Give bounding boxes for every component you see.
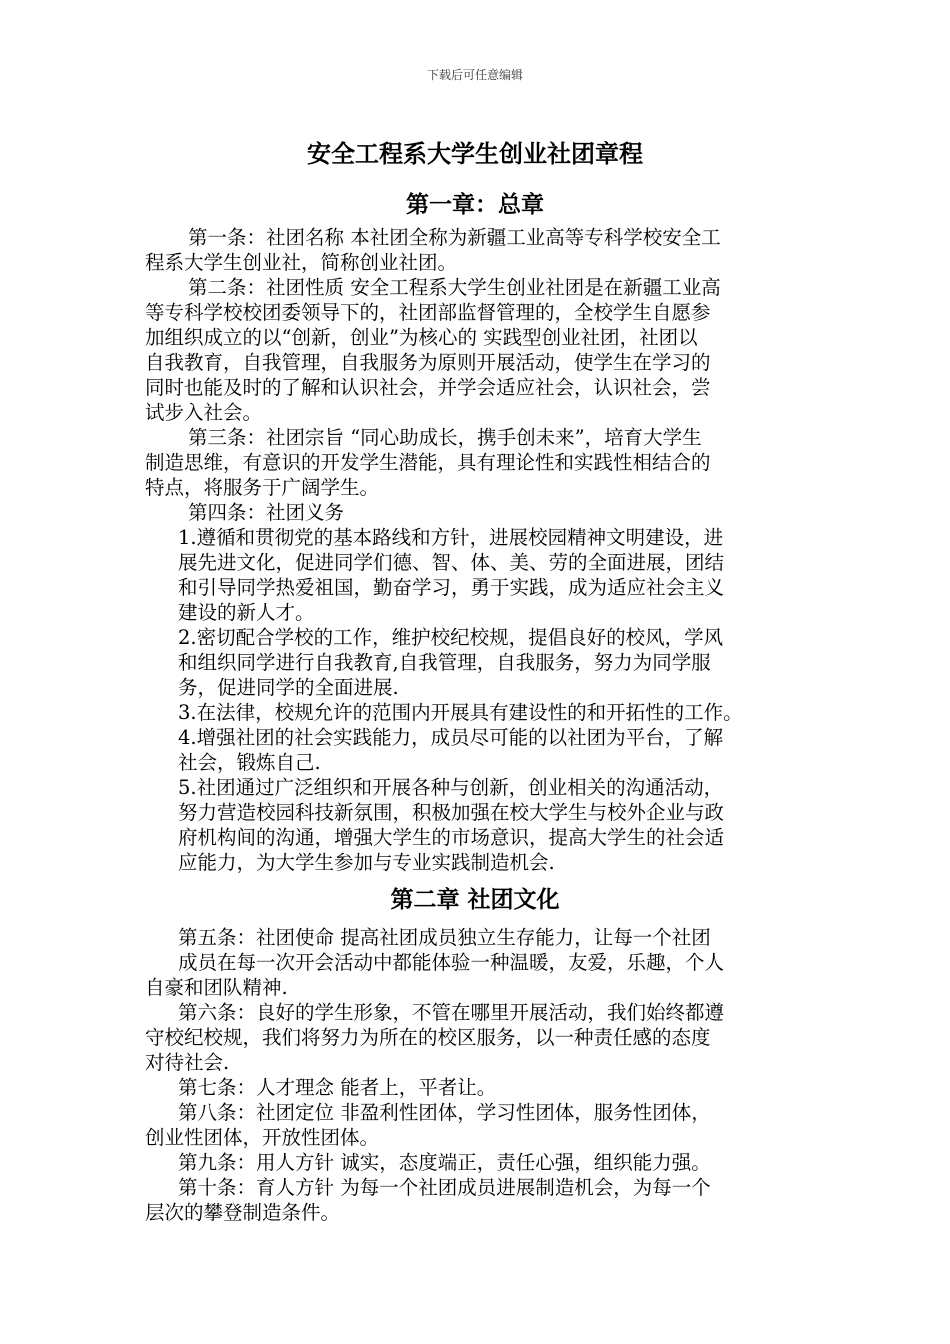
obligation-1: 1.遵循和贯彻党的基本路线和方针，进展校园精神文明建设，进 展先进文化，促进同学们德、智、体、美、劳的全面进展，团结 和引导同学热爱祖国，勤奋学习，勇于实践，成为适应社会主义 建设的新人才。 bbox=[178, 526, 725, 624]
header-note: 下载后可任意编辑 bbox=[426, 68, 523, 82]
article-4: 第四条：社团义务 bbox=[188, 501, 345, 524]
article-10: 第十条：育人方针 为每一个社团成员进展制造机会，为每一个 层次的攀登制造条件。 bbox=[145, 1176, 711, 1224]
article-9: 第九条：用人方针 诚实，态度端正，责任心强，组织能力强。 bbox=[178, 1151, 711, 1174]
obligation-4: 4.增强社团的社会实践能力，成员尽可能的以社团为平台，了解 社会，锻炼自己. bbox=[178, 726, 724, 774]
article-5: 第五条：社团使命 提高社团成员独立生存能力，让每一个社团 成员在每一次开会活动中都能体验一种温暖，友爱，乐趣，个人 自豪和团队精神. bbox=[145, 926, 725, 999]
article-3: 第三条：社团宗旨 “同心助成长，携手创未来”，培育大学生 制造思维，有意识的开发学生潜能，具有理论性和实践性相结合的 特点，将服务于广阔学生。 bbox=[145, 426, 711, 499]
article-2: 第二条：社团性质 安全工程系大学生创业社团是在新疆工业高 等专科学校校团委领导下的，社团部监督管理的，全校学生自愿参 加组织成立的以“创新，创业”为核心的 实践型创业社团，社团以 自我教育，自我管理，自我服务为原则开展活动，使学生在学习的 同时也能及时的了解和认识社会，并学会适应社会，认识社会，尝 试步入社会。 bbox=[145, 276, 721, 424]
article-7: 第七条：人才理念 能者上，平者让。 bbox=[178, 1076, 497, 1099]
obligation-2: 2.密切配合学校的工作，维护校纪校规，提倡良好的校风，学风 和组织同学进行自我教育,自我管理，自我服务，努力为同学服 务，促进同学的全面进展. bbox=[178, 626, 724, 699]
article-8: 第八条：社团定位 非盈利性团体，学习性团体，服务性团体， 创业性团体，开放性团体。 bbox=[145, 1101, 711, 1149]
chapter-heading: 第一章：总章 bbox=[406, 191, 544, 218]
obligation-3: 3.在法律，校规允许的范围内开展具有建设性的和开拓性的工作。 bbox=[178, 701, 743, 724]
article-6: 第六条：良好的学生形象，不管在哪里开展活动，我们始终都遵 守校纪校规，我们将努力为所在的校区服务，以一种责任感的态度 对待社会. bbox=[145, 1001, 725, 1074]
obligation-5: 5.社团通过广泛组织和开展各种与创新，创业相关的沟通活动， 努力营造校园科技新氛围，积极加强在校大学生与校外企业与政 府机构间的沟通，增强大学生的市场意识，提高大学生的社会适 应能力，为大学生参加与专业实践制造机会. bbox=[178, 776, 725, 874]
article-1: 第一条：社团名称 本社团全称为新疆工业高等专科学校安全工 程系大学生创业社，简称创业社团。 bbox=[145, 226, 721, 274]
document-title: 安全工程系大学生创业社团章程 bbox=[307, 139, 643, 168]
chapter-heading: 第二章 社团文化 bbox=[390, 886, 560, 913]
